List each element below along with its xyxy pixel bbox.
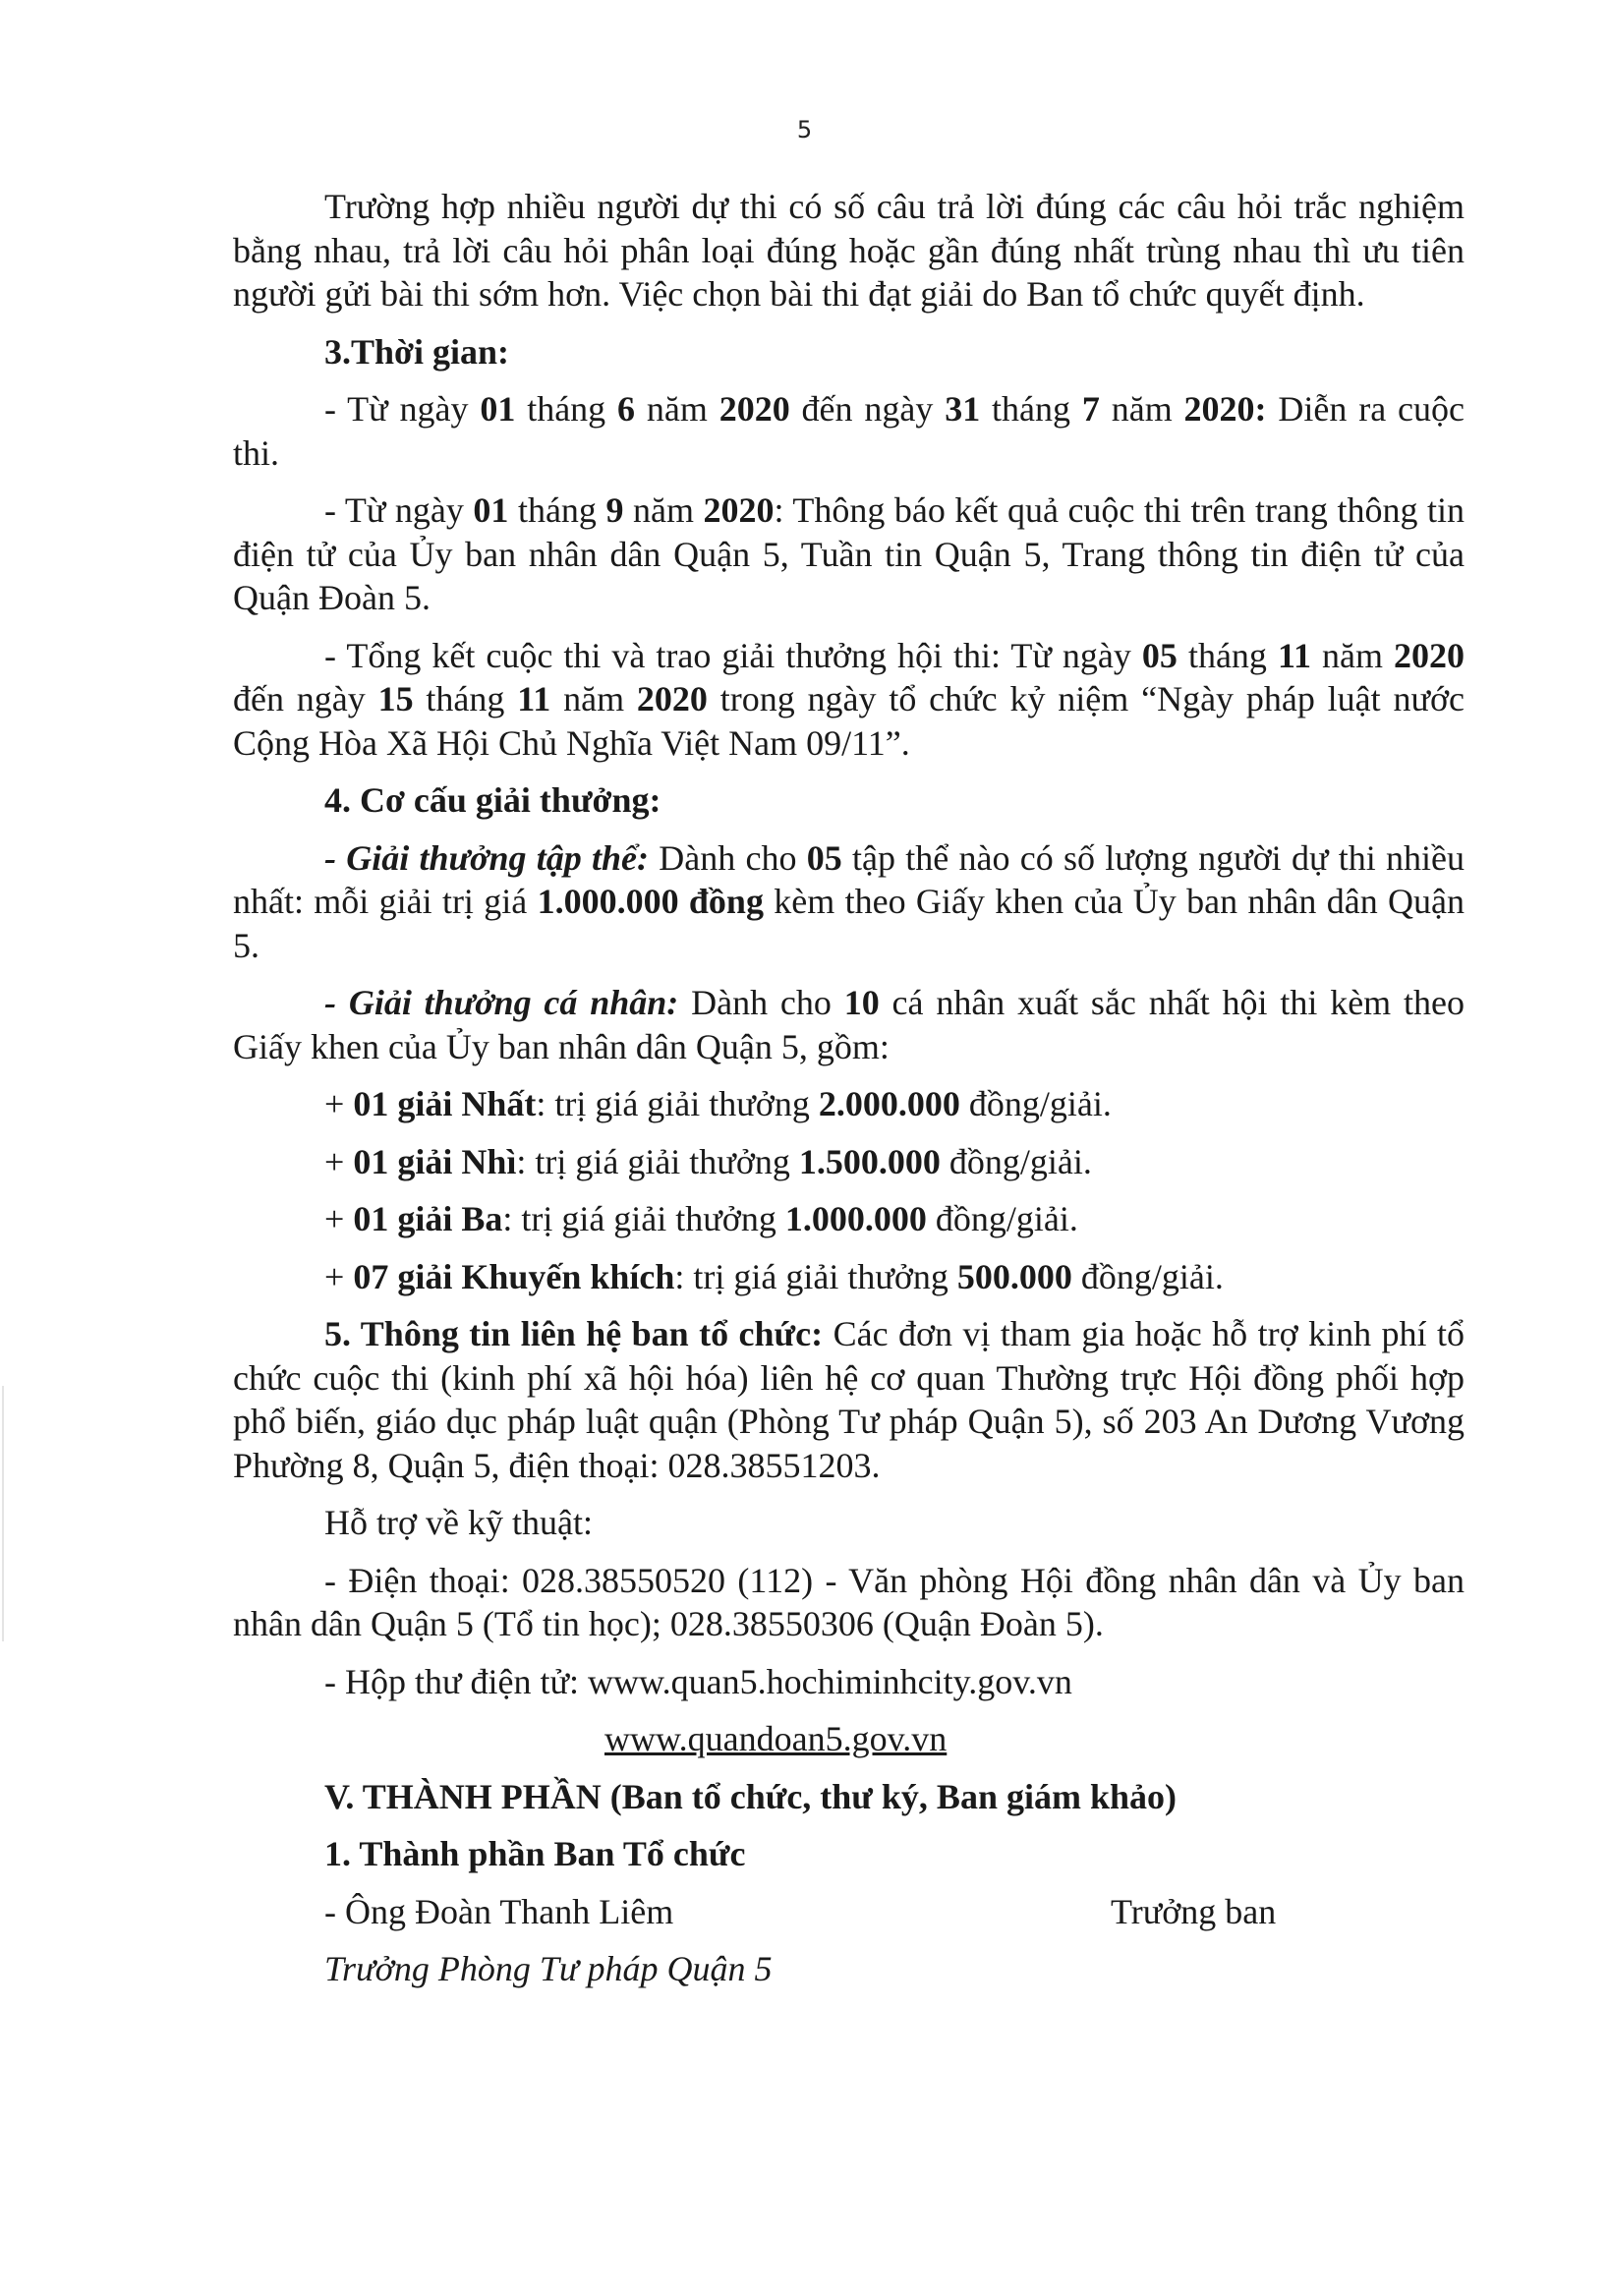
tie-rule-paragraph: Trường hợp nhiều người dự thi có số câu trả lời đúng các câu hỏi trắc nghiệm bằng nhau, trả lời câu hỏi phân loại đúng hoặc gần đúng nhất trùng nhau thì ưu tiên người gửi bài thi sớm hơn. Việc chọn bài thi đạt giải do Ban tổ chức quyết định.: [233, 187, 1465, 314]
individual-prize-paragraph: - Giải thưởng cá nhân: Dành cho 10 cá nhân xuất sắc nhất hội thi kèm theo Giấy khen của Ủy ban nhân dân Quận 5, gồm:: [233, 983, 1465, 1066]
tech-phone-line: - Điện thoại: 028.38550520 (112) - Văn phòng Hội đồng nhân dân và Ủy ban nhân dân Quận 5 (Tổ tin học); 028.38550306 (Quận Đoàn 5).: [233, 1560, 1465, 1643]
time-item-3: - Tổng kết cuộc thi và trao giải thưởng hội thi: Từ ngày 05 tháng 11 năm 2020 đến ngày 15 tháng 11 năm 2020 trong ngày tổ chức kỷ niệm “Ngày pháp luật nước Cộng Hòa Xã Hội Chủ Nghĩa Việt Nam 09/11”.: [233, 635, 1465, 763]
prize-item-third: + 01 giải Ba: trị giá giải thưởng 1.000.000 đồng/giải.: [324, 1199, 1078, 1238]
tech-support-heading: Hỗ trợ về kỹ thuật:: [324, 1503, 593, 1542]
composition-heading: V. THÀNH PHẦN (Ban tổ chức, thư ký, Ban giám khảo): [324, 1776, 1177, 1816]
prize-item-first: + 01 giải Nhất: trị giá giải thưởng 2.000.000 đồng/giải.: [324, 1084, 1112, 1123]
member-role: Trưởng ban: [1111, 1891, 1277, 1931]
member-name: - Ông Đoàn Thanh Liêm: [324, 1891, 674, 1931]
member-title: Trưởng Phòng Tư pháp Quận 5: [324, 1949, 773, 1988]
document-body: [233, 185, 1465, 2005]
committee-member-row: [324, 1890, 1465, 1934]
prize-item-second: + 01 giải Nhì: trị giá giải thưởng 1.500.000 đồng/giải.: [324, 1141, 1092, 1181]
time-heading: 3.Thời gian:: [324, 331, 509, 372]
prizes-heading: 4. Cơ cấu giải thưởng:: [324, 780, 661, 820]
organizing-committee-heading: 1. Thành phần Ban Tổ chức: [324, 1834, 746, 1873]
collective-prize-paragraph: - Giải thưởng tập thể: Dành cho 05 tập thể nào có số lượng người dự thi nhiều nhất: mỗi giải trị giá 1.000.000 đồng kèm theo Giấy khen của Ủy ban nhân dân Quận 5.: [233, 837, 1465, 965]
page-number: 5: [796, 116, 813, 144]
website-link[interactable]: www.quandoan5.gov.vn: [604, 1719, 948, 1758]
scan-edge-mark: [2, 1386, 4, 1641]
time-item-2: - Từ ngày 01 tháng 9 năm 2020: Thông báo kết quả cuộc thi trên trang thông tin điện tử của Ủy ban nhân dân Quận 5, Tuần tin Quận 5, Trang thông tin điện tử của Quận Đoàn 5.: [233, 490, 1465, 617]
prize-item-encouragement: + 07 giải Khuyến khích: trị giá giải thưởng 500.000 đồng/giải.: [324, 1256, 1224, 1296]
contact-paragraph: 5. Thông tin liên hệ ban tổ chức: Các đơn vị tham gia hoặc hỗ trợ kinh phí tổ chức cuộc thi (kinh phí xã hội hóa) liên hệ cơ quan Thường trực Hội đồng phối hợp phổ biến, giáo dục pháp luật quận (Phòng Tư pháp Quận 5), số 203 An Dương Vương Phường 8, Quận 5, điện thoại: 028.38551203.: [233, 1314, 1465, 1485]
tech-email-line: - Hộp thư điện tử: www.quan5.hochiminhcity.gov.vn: [324, 1661, 1072, 1701]
time-item-1: - Từ ngày 01 tháng 6 năm 2020 đến ngày 31 tháng 7 năm 2020: Diễn ra cuộc thi.: [233, 389, 1465, 473]
